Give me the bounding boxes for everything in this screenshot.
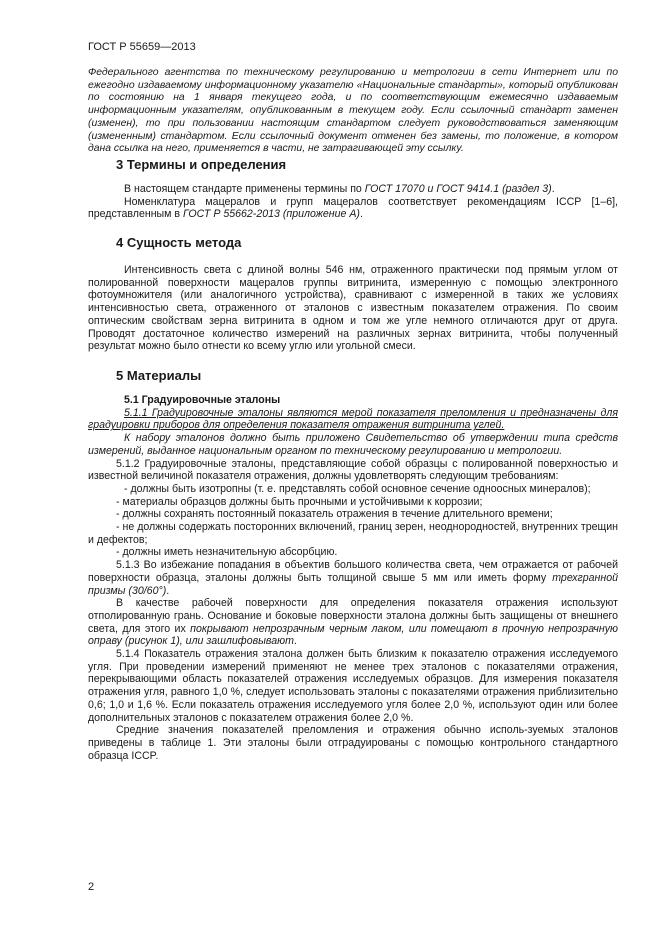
- list-item: - должны сохранять постоянный показатель отражения в течение длительного времени;: [116, 508, 553, 521]
- footnote-continuation: Федерального агентства по техническому регулированию и метрологии в сети Интернет или по ежегодно издаваемому информационному указателю «Национальные стандарты», который опубликован по состоянию на 1 января текущего года, и по соответствующим ежемесячно издаваемым информационным указателям, опубликованным в текущем году. Если ссылочный стандарт заменен (изменен), то при пользовании настоящим стандартом следует руководствоваться заменяющим (измененным) стандартом. Если ссылочный документ отменен без замены, то положение, в котором дана ссылка на него, применяется в части, не затрагивающей эту ссылку.: [88, 67, 618, 155]
- list-item: - должны быть изотропны (т. е. представлять собой основное сечение одноосных минералов);: [124, 482, 591, 495]
- clause-5-1-1-note: К набору эталонов должно быть приложено Свидетельство об утверждении типа средств измерений, выданное национальным органом по техническому регулированию и метрологии.: [88, 432, 618, 457]
- clause-5-1-3-continued: В качестве рабочей поверхности для определения показателя отражения используют отполированную грань. Основание и боковые поверхности эталона должны быть защищены от внешнего света, для этого их покрывают непрозрачным черным лаком, или помещают в прочную непрозрачную оправу (рисунок 1), или зашлифовывают.: [88, 597, 618, 648]
- closing-paragraph: Средние значения показателей преломления и отражения обычно исполь-зуемых эталонов приведены в таблице 1. Эти эталоны были отградуированы с помощью контрольного стандартного образца ICCP.: [88, 724, 618, 762]
- section-3-body: [88, 183, 618, 221]
- list-item: - должны иметь незначительную абсорбцию.: [116, 546, 338, 559]
- section-3-paragraph-2: Номенклатура мацералов и групп мацералов соответствует рекомендациям ICCP [1–6], представленным в ГОСТ Р 55662-2013 (приложение А).: [88, 195, 618, 221]
- clause-5-1-1: 5.1.1 Градуировочные эталоны являются мерой показателя преломления и предназначены для градуировки приборов для определения показателя отражения витринита углей.: [88, 406, 618, 432]
- section-4-body: [88, 264, 618, 353]
- list-item: - не должны содержать посторонних включений, границ зерен, неоднородностей, внутренних трещин и дефектов;: [88, 521, 618, 546]
- section-4-paragraph: Интенсивность света с длиной волны 546 нм, отраженного практически под прямым углом от полированной поверхности мацералов группы витринита, измеренную с помощью электронного фотоумножителя (или аналогичного устройства), сравнивают с измеренной в таких же условиях интенсивностью света, отраженного от эталонов с известным показателем отражения. По своим оптическим свойствам зерна витринита в одном и том же угле немного отличаются друг от друга. Проводят достаточное количество измерений на различных зернах витринита, чтобы полученный результат можно было отнести ко всему углю или угольной смеси.: [88, 264, 618, 353]
- standard-reference: ГОСТ Р 55662-2013 (приложение А): [182, 208, 360, 221]
- section-3-title: 3 Термины и определения: [116, 157, 287, 172]
- list-item: - материалы образцов должны быть прочными и устойчивыми к коррозии;: [116, 495, 483, 508]
- clause-5-1-4: 5.1.4 Показатель отражения эталона должен быть близким к показателю отражения исследуемого угля. При проведении измерений применяют не менее трех эталонов с показателями отражения, перекрывающими область показателей отражения исследуемых образцов. Для измерения показателя отражения угля, равного 1,0 %, следует использовать эталоны с показателями отражения приблизительно 0,6; 1,0 и 1,6 %. Если показатель отражения исследуемого угля более 2,0 %, используют один или более дополнительных эталонов с показателем отражения более 2,0 %.: [88, 648, 618, 724]
- section-5-title: 5 Материалы: [116, 368, 202, 383]
- section-4-title: 4 Сущность метода: [116, 235, 242, 250]
- standard-reference: ГОСТ 17070 и ГОСТ 9414.1 (раздел 3): [364, 183, 552, 195]
- clause-5-1-2: 5.1.2 Градуировочные эталоны, представляющие собой образцы с полированной поверхностью и известной величиной показателя отражения, должны удовлетворять следующим требованиям:: [88, 457, 618, 483]
- clause-5-1-3: 5.1.3 Во избежание попадания в объектив большого количества света, чем отражается от рабочей поверхности образца, эталоны должны быть толщиной свыше 5 мм или иметь форму трехгранной призмы (30/60°).: [88, 559, 618, 597]
- page-number: 2: [88, 881, 95, 893]
- section-5-body: [88, 394, 618, 762]
- section-3-paragraph-1: В настоящем стандарте применены термины по ГОСТ 17070 и ГОСТ 9414.1 (раздел 3).: [124, 183, 555, 195]
- subsection-5-1-title: 5.1 Градуировочные эталоны: [124, 394, 281, 406]
- document-header: ГОСТ Р 55659—2013: [88, 41, 196, 53]
